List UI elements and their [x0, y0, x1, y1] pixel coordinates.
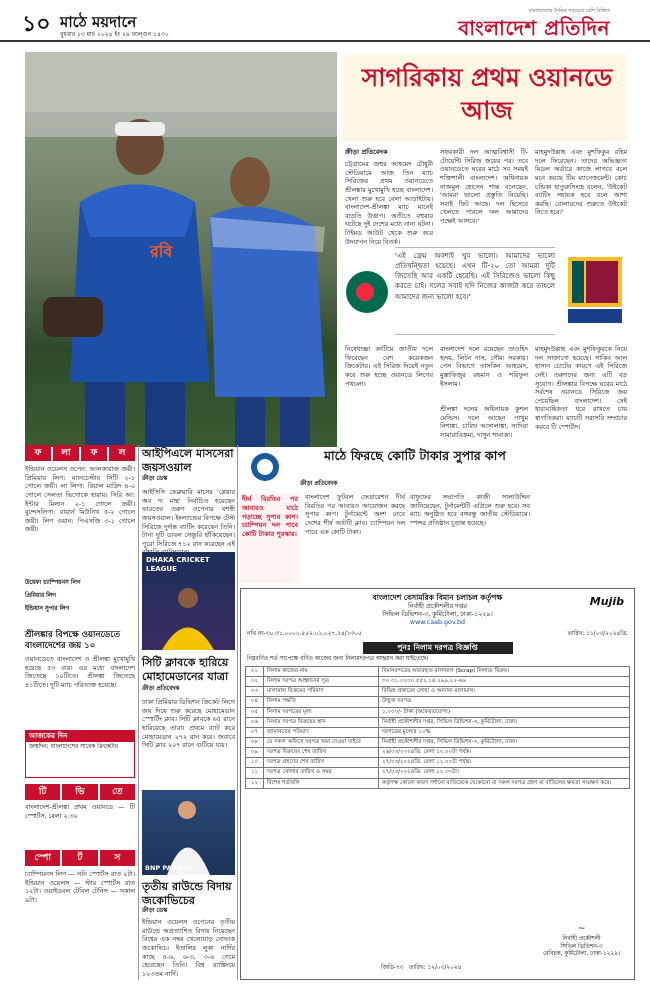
football-headline: মাঠে ফিরছে কোটি টাকার সুপার কাপ: [324, 448, 506, 463]
fol-header: [25, 445, 135, 461]
photo-caption: DHAKA CRICKET LEAGUE: [146, 556, 210, 574]
notice-cell-v: ২৭/০৩/২০২৪খ্রি. বেলা ১২.৩০টা।: [379, 768, 630, 778]
notice-cell-v: ২৬/০৩/২০২৪খ্রি. বেলা ১২.০০টা পর্যন্ত।: [379, 748, 630, 758]
cricketer-icon: [142, 580, 235, 650]
notice-cell-k: যে সকল অফিসে দরপত্র জমা দেওয়া যাইবে: [264, 737, 379, 747]
sport-tab: স: [100, 850, 135, 866]
story-two-body: ঢাকা প্রিমিয়ার ডিভিশন ক্রিকেট লিগে জয় দিয়ে শুরু করেছে মোহামেডান স্পোর্টিং ক্লাব। সিটি ক্লাবকে ৬৫ রানে হারিয়েছে তারা। প্রথমে ব্যাট করে মোহামেডান ২৭২ রান করে। জবাবে সিটি ক্লাব ২০৭ রানে গুটিয়ে যায়।: [142, 698, 235, 750]
notice-cell-k: দরপত্র গ্রহণের শেষ তারিখ: [264, 758, 379, 768]
notice-cell-k: নিলাম দরপত্রের মূল্য: [264, 707, 379, 717]
notice-row: [246, 758, 630, 768]
lead-column-2: সফরকারী দল আত্মবিশ্বাসী টি-টোয়েন্টি সিরিজ জয়ের পর। তবে ওয়ানডেতে ঘরের মাঠে সব সময়ই শক্তিশালী বাংলাদেশ। অধিনায়ক নাজমুল হোসেন শান্ত বলেছেন, 'আমরা ভালো প্রস্তুতি নিয়েছি। সবাই ফিট আছে। দল হিসেবে খেলতে পারলে ফল আমাদের পক্ষেই আসবে।': [440, 148, 528, 226]
tv-header: [25, 784, 135, 800]
notice-cell-v: উন্মুক্ত দরপত্র: [379, 697, 630, 707]
jersey-sponsor: রবি: [150, 242, 173, 261]
mujib-logo: Mujib: [589, 595, 624, 608]
notice-cell-n: ০৫: [246, 707, 264, 717]
notice-date: তারিখ: ১১/০৩/২০২৪খ্রি.: [567, 630, 628, 637]
notice-cell-v: ৩০.৩১.০০০০.৫৫২.১৪.২৯৯.২২-৬৬: [379, 677, 630, 687]
dateline: বুধবার ১৩ মার্চ ২০২৪ ইং ২৯ ফাল্গুন ১৪৩০: [60, 31, 169, 38]
sport-tab: র্ট: [62, 850, 97, 866]
tv-tab: টি: [25, 784, 60, 800]
column-divider: [138, 445, 139, 980]
notice-website: www.caab.gov.bd: [409, 619, 466, 627]
page-number: ১০: [22, 12, 51, 37]
notice-row: [246, 768, 630, 778]
notice-cell-v: ১,০০০/- টাকা (অফেরতযোগ্য): [379, 707, 630, 717]
notice-cell-k: নিলাম পদ্ধতি: [264, 697, 379, 707]
notice-cell-k: দরপত্র খোলার তারিখ ও সময়: [264, 768, 379, 778]
football-column-2: বাফুফের সভাপতি কাজী সালাউদ্দিন জানিয়েছেন, টুর্নামেন্টটি এপ্রিলে শুরু হবে। সব ম্যাচ অনুষ্ঠিত হবে বঙ্গবন্ধু জাতীয় স্টেডিয়ামে। স্পন্সর প্রতিষ্ঠান চূড়ান্ত হয়েছে।: [410, 493, 530, 527]
fol-tab: ল: [109, 445, 135, 461]
masthead-slogan: বাংলাদেশের দৈনিক সবচেয়ে বেশি বিক্রিত: [528, 8, 610, 14]
notice-cell-v: বিমানবন্দরের অব্যবহৃত মালামাল (Scrap) নিলামে বিক্রয়।: [379, 666, 630, 676]
sidebar-item: ইন্ডিয়ান সুপার লিগ: [25, 606, 70, 612]
notice-cell-k: মালামাল বিক্রয়ের পরিমাণ: [264, 687, 379, 697]
lead-column-1: চট্টগ্রামের জহুর আহমেদ চৌধুরী স্টেডিয়ামে আজ তিন ম্যাচ সিরিজের প্রথম ওয়ানডেতে শ্রীলঙ্কার মুখোমুখি হচ্ছে বাংলাদেশ। খেলা শুরু হবে বেলা আড়াইটায়। বাংলাদেশ-শ্রীলঙ্কা ম্যাচ মানেই বাড়তি উত্তাপ। অতীতে বহুবার ঘটেছে দুই দেশের মধ্যে নানা ঘটনা। টাইমড আউট থেকে শুরু করে উদযাপন নিয়ে বিতর্ক।: [345, 160, 433, 246]
lead-headline: সাগরিকায় প্রথম ওয়ানডে আজ: [361, 63, 613, 125]
sidebar-item: প্রিমিয়ার লিগ: [25, 593, 56, 599]
notice-cell-n: ১১: [246, 768, 264, 778]
lead-byline: ক্রীড়া প্রতিবেদক: [345, 148, 388, 156]
footer-ref: জিডি-৭৩: [381, 965, 404, 972]
story-left-headline: আইপিএলে মাসসেরা জয়সওয়াল: [142, 447, 234, 474]
masthead-logo: বাংলাদেশ প্রতিদিন: [458, 15, 610, 40]
notice-row: [246, 748, 630, 758]
signature-office: সিভিল ডিভিশন-৩: [560, 943, 603, 950]
notice-cell-n: ১০: [246, 758, 264, 768]
tv-tab: তে: [100, 784, 135, 800]
story-left-byline: ক্রীড়া ডেস্ক: [142, 476, 168, 482]
story-three-headline: শ্রীলঙ্কার বিপক্ষে ওয়ানডেতে বাংলাদেশের জয় ১০: [25, 630, 121, 651]
notice-row: [246, 707, 630, 717]
section-title: মাঠে ময়দানে: [60, 13, 137, 31]
notice-cell-n: ০৮: [246, 737, 264, 747]
notice-cell-k: দরপত্র বিক্রয়ের শেষ তারিখ: [264, 748, 379, 758]
page-header: [0, 0, 650, 42]
notice-table: [245, 666, 630, 789]
story-two-byline: ক্রীড়া প্রতিবেদক: [142, 686, 180, 692]
notice-cell-v: দরপত্রের মূল্যের ১০%: [379, 727, 630, 737]
notice-row: [246, 697, 630, 707]
notice-cell-v: কর্তৃপক্ষ কোনো কারণ দর্শানো ব্যতিরেকে যেকোনো বা সকল দরপত্র গ্রহণ বা বাতিলের ক্ষমতা সংরক্ষণ করে।: [379, 778, 630, 788]
notice-row: [246, 717, 630, 727]
bangladesh-flag-icon: [345, 270, 390, 315]
signature-address: বেবিচক, কুর্মিটোলা, ঢাকা-১২২৯।: [542, 951, 620, 958]
results-list: ইন্ডিয়ান ওয়েলস ওপেন: আলকারাজ জয়ী। প্রিমিয়ার লিগ: ম্যানচেস্টার সিটি ২-১ গোলে জয়ী। লা লিগা: রিয়াল মাদ্রিদ ৪-০ গোলে সেলতা ভিগোকে হারায়। সিরি আ: ইন্টার মিলান ২-১ গোলে জয়ী। বুন্দেসলিগা: বায়ার্ন মিউনিখ ৫-২ গোলে জয়ী। লিগ ওয়ান: পিএসজি ৩-১ গোলে জয়ী।: [25, 465, 135, 534]
football-column-1: বাংলাদেশ ফুটবল ফেডারেশন দীর্ঘ বিরতির পর আবারও আয়োজন করছে সুপার কাপ। টুর্নামেন্টে অংশ নেবে দেশের শীর্ষ আটটি ক্লাব। চ্যাম্পিয়ন দল পাবে এক কোটি টাকা।: [305, 493, 405, 536]
signature-block: [543, 924, 620, 959]
lead-bottom-3: শ্রীলঙ্কা দলের অধিনায়ক কুশল মেন্ডিস। দলে আছেন পাথুম নিশাঙ্কা, চারিথ আসালাঙ্কা, সাদিরা সামারাবিক্রমা, দাসুন শানাকা।: [440, 405, 528, 439]
notice-cell-v: নির্বাহী প্রকৌশলীর দপ্তর, সিভিল ডিভিশন-৩, কুর্মিটোলা, ঢাকা।: [379, 737, 630, 747]
footer-date: তারিখ: ১২/০৩/২০২৪: [408, 965, 462, 972]
fol-tab: ফ: [81, 445, 107, 461]
story-left-photo: [142, 552, 235, 650]
story-left-body: আইসিসি ফেব্রুয়ারি মাসের 'প্লেয়ার অব দ্য মান্থ' নির্বাচিত হয়েছেন ভারতের তরুণ ওপেনার যশস্বী জয়সওয়াল। ইংল্যান্ডের বিপক্ষে টেস্ট সিরিজে দুর্দান্ত ব্যাটিং করেছেন তিনি। টানা দুটি ডাবল সেঞ্চুরি হাঁকিয়েছেন। পুরো সিরিজে ৭১২ রান করেছেন এই: [142, 488, 235, 548]
lead-column-3: মাহমুদউল্লাহ এবং মুশফিকুর রহিম দলে ফিরেছেন। তাদের অভিজ্ঞতা মিডল অর্ডারে কাজে লাগবে বলে মনে করছে টিম ম্যানেজমেন্ট। কোচ চন্ডিকা হাতুরুসিংহে বলেন, 'উইকেট ব্যাটিং সহায়ক হবে বলে আশা করছি। বোলারদের শুরুতে উইকেট নিতে হবে।': [535, 148, 627, 217]
notice-cell-n: ০৩: [246, 687, 264, 697]
notice-cell-v: নির্বাহী প্রকৌশলীর দপ্তর, সিভিল ডিভিশন-৩, কুর্মিটোলা, ঢাকা।: [379, 717, 630, 727]
tender-notice: [240, 588, 635, 980]
signature-scribble: ~: [577, 924, 586, 935]
story-four-body: ইন্ডিয়ান ওয়েলস ওপেনের তৃতীয় রাউন্ডে অপ্রত্যাশিত বিদায় নিয়েছেন বিশ্বের এক নম্বর খেলোয়াড় নোভাক জকোভিচ। ইতালির লুকা নার্দির কাছে ৪-৬, ৬-৩, ৩-৬ গেমে হেরেছেন তিনি। বিশ্ব র‌্যাঙ্কিংয়ে ১২৩তম নার্দি।: [142, 918, 235, 978]
notice-row: [246, 687, 630, 697]
football-byline: ক্রীড়া প্রতিবেদক: [300, 481, 338, 487]
notice-row: [246, 727, 630, 737]
lead-photo: [25, 52, 337, 447]
bff-logo-icon: [250, 452, 280, 482]
notice-intro: নিম্নবর্ণিত শর্ত সাপেক্ষে বর্ণিত কাজের জন্য নিলামদরপত্র আহ্বান করা যাইতেছে।: [247, 656, 429, 663]
fol-tab: লা: [53, 445, 79, 461]
notice-title: পুনঃ নিলাম দরপত্র বিজ্ঞপ্তি: [363, 642, 513, 654]
cricketers-illustration: [25, 52, 337, 447]
story-two-headline: সিটি ক্লাবকে হারিয়ে মোহামেডানের যাত্রা: [142, 656, 229, 683]
sport-tab: স্পো: [25, 850, 60, 866]
notice-row: [246, 677, 630, 687]
notice-office: নির্বাহী প্রকৌশলীর দপ্তর: [407, 602, 468, 610]
sport-list: চ্যাম্পিয়নস লিগ — সনি স্পোর্টস রাত ২টা। ইন্ডিয়ান ওয়েলস — স্টার স্পোর্টস রাত ১২টা। ওয়াইডবল টেবিল টেনিস — সকাল ৯টা।: [25, 870, 135, 904]
notice-cell-k: জামানতের পরিমাণ: [264, 727, 379, 737]
notice-cell-n: ০৭: [246, 727, 264, 737]
fol-tab: ফ: [25, 445, 51, 461]
notice-row: [246, 737, 630, 747]
today-title: আজকের দিন: [26, 731, 134, 742]
tv-list: বাংলাদেশ-শ্রীলঙ্কা প্রথম ওয়ানডে — টি স্পোর্টস, বেলা ২.৩০: [25, 803, 135, 820]
notice-cell-n: ০৪: [246, 697, 264, 707]
tennis-player-icon: [142, 790, 235, 875]
photo-caption: BNP PARIBAS: [145, 864, 194, 873]
notice-cell-n: ০২: [246, 677, 264, 687]
sidebar-item: উয়েফা চ্যাম্পিয়নস লিগ: [25, 580, 81, 586]
sport-header: [25, 850, 135, 866]
football-callout: দীর্ঘ বিরতির পর আবারও মাঠে গড়াচ্ছে সুপার কাপ। চ্যাম্পিয়ন দল পাবে কোটি টাকার পুরস্কার।: [240, 493, 300, 583]
story-four-headline: তৃতীয় রাউন্ডে বিদায় জকোভিচের: [142, 880, 232, 907]
notice-cell-k: নিলাম দরপত্র আহ্বানের সূত্র: [264, 677, 379, 687]
notice-cell-k: বিশেষ শর্তাবলি: [264, 778, 379, 788]
notice-cell-v: ২৭/০৩/২০২৪খ্রি. বেলা ১২.০০টা পর্যন্ত।: [379, 758, 630, 768]
notice-cell-n: ০৯: [246, 748, 264, 758]
lead-bottom-2: বাংলাদেশ দলে রয়েছেন তাওহিদ হৃদয়, লিটন দাস, সৌম্য সরকার। পেস বিভাগে তাসকিন আহমেদ, মুস্তাফিজুর রহমান ও শরিফুল ইসলাম।: [440, 345, 528, 388]
notice-memo: নথি নং-৩০.৩১.০০০০.৫৫২.০১.০২৭.২৪/১৩০৫: [247, 630, 362, 637]
notice-cell-n: ০১: [246, 666, 264, 676]
srilanka-cricket-logo-icon: [566, 255, 624, 325]
lead-bottom-1: নিষেধাজ্ঞা কাটিয়ে জাতীয় দলে ফিরেছেন বেশ কয়েকজন ক্রিকেটার। এই সিরিজ দিয়েই নতুন করে শুরু হচ্ছে ওয়ানডে লিগের পথচলা।: [345, 345, 433, 388]
story-four-byline: ক্রীড়া ডেস্ক: [142, 908, 168, 914]
story-three-body: ওয়ানডেতে বাংলাদেশ ও শ্রীলঙ্কা মুখোমুখি হয়েছে ৫৩ বার। এর মধ্যে বাংলাদেশ জিতেছে ১০টিতে। শ্রীলঙ্কা জিতেছে ৪১টিতে। দুটি ম্যাচ পরিত্যক্ত হয়েছে।: [25, 655, 135, 689]
notice-row: [246, 778, 630, 788]
notice-cell-k: নিলাম কাজের নাম: [264, 666, 379, 676]
notice-row: [246, 666, 630, 676]
masthead: [458, 8, 610, 41]
column-divider: [237, 445, 238, 980]
pull-quote: 'এই ফ্রেম অবশ্যই খুব ভালো। আমাদের ভালো প্রতিদ্বন্দ্বিতা হয়েছে। এখন টি-২০ তো আমরা দুটি জিতেছি আর একটি হেরেছি। এই সিরিজেও ভালো কিছু করতে চাই। দলের সবাই যদি নিজের কাজটা করে তাহলে আমাদের জন্য ভালো হবে।': [395, 247, 555, 335]
today-text: জন্মদিন: বাংলাদেশের সাবেক ক্রিকেটার: [29, 743, 118, 750]
tv-tab: ভি: [62, 784, 97, 800]
notice-cell-v: বিভিন্ন প্রকারের লোহা ও অন্যান্য মালামাল।: [379, 687, 630, 697]
story-four-photo: [142, 790, 235, 875]
signature-name: নির্বাহী প্রকৌশলী: [562, 936, 601, 943]
notice-cell-n: ১২: [246, 778, 264, 788]
notice-issuer: বাংলাদেশ বেসামরিক বিমান চলাচল কর্তৃপক্ষ: [372, 593, 503, 602]
today-box: [25, 730, 135, 778]
lead-right-column: মাহমুদউল্লাহ এবং মুশফিকুরকে নিয়ে দল সাজানো হয়েছে। সাকিব আল হাসান চোটের কারণে এই সিরিজে নেই। তরুণদের জন্য এটি বড় সুযোগ। শ্রীলঙ্কার বিপক্ষে ঘরের মাঠে সর্বশেষ ওয়ানডে সিরিজে জয় পেয়েছিল বাংলাদেশ। সেই ধারাবাহিকতা ধরে রাখতে চায় স্বাগতিকরা। ম্যাচটি সরাসরি সম্প্রচার করবে টি স্পোর্টস।: [535, 345, 627, 431]
notice-footer: [381, 965, 461, 973]
notice-cell-n: ০৬: [246, 717, 264, 727]
notice-cell-k: নিলাম দরপত্র বিক্রয়ের স্থান: [264, 717, 379, 727]
notice-division: সিভিল ডিভিশন-৩, কুর্মিটোলা, ঢাকা-১২২৯।: [382, 611, 493, 619]
